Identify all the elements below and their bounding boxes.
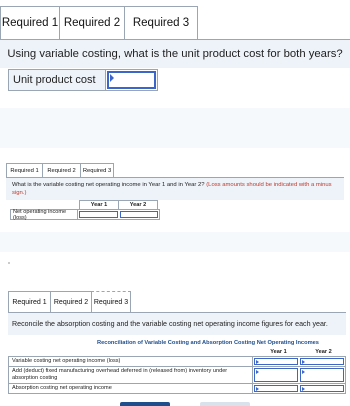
tab-required-2[interactable]: Required 2: [50, 291, 92, 313]
bullet-dot: [8, 262, 10, 264]
tab-required-2[interactable]: Required 2: [42, 163, 81, 178]
year-1-input[interactable]: [254, 358, 298, 365]
tab-required-2[interactable]: Required 2: [59, 6, 125, 40]
bottom-nav: [90, 402, 270, 406]
next-button[interactable]: [200, 402, 250, 406]
col-year-2: Year 2: [315, 348, 332, 355]
year-1-input[interactable]: [254, 385, 298, 392]
question-text: Reconcile the absorption costing and the variable costing net operating income figures for each year.: [8, 313, 346, 335]
tab-required-1[interactable]: Required 1: [8, 291, 51, 313]
background-band: [0, 232, 350, 252]
tab-required-3[interactable]: Required 3: [91, 291, 131, 313]
year-2-input[interactable]: [300, 358, 344, 365]
table-row: [10, 209, 160, 220]
prev-button[interactable]: [120, 402, 170, 406]
year-2-input[interactable]: [300, 385, 344, 392]
tab-required-3[interactable]: Required 3: [124, 6, 198, 40]
row-label: Absorption costing net operating income: [9, 384, 253, 393]
year-1-input[interactable]: [79, 211, 117, 218]
tab-required-1[interactable]: Required 1: [0, 6, 60, 40]
row-label: Variable costing net operating income (loss): [9, 357, 253, 366]
row-label: Net operating income (loss): [11, 210, 78, 219]
row-label: Add (deduct) fixed manufacturing overhead deferred in (released from) inventory under absorption costing: [9, 367, 253, 383]
question-main: What is the variable costing net operating income in Year 1 and in Year 2?: [12, 182, 205, 188]
col-year-2: Year 2: [118, 200, 158, 209]
noi-table: [10, 200, 160, 220]
reconciliation-table: [8, 356, 346, 394]
table-row: [8, 367, 346, 384]
year-2-input[interactable]: [120, 211, 158, 218]
question-text: [6, 178, 344, 200]
table-title: Reconciliation of Variable Costing and Absorption Costing Net Operating Incomes: [97, 339, 319, 346]
tab-bar-3: [8, 291, 130, 313]
year-2-input[interactable]: [300, 368, 344, 382]
unit-cost-row: [8, 69, 158, 91]
table-row: [8, 356, 346, 367]
question-note: (Loss amounts should be indicated with a minus sign.): [12, 182, 332, 196]
tab-required-1[interactable]: Required 1: [6, 163, 43, 178]
question-text: Using variable costing, what is the unit product cost for both years?: [0, 40, 350, 68]
col-year-1: Year 1: [79, 200, 119, 209]
section-unit-cost: [0, 0, 350, 104]
table-row: [8, 384, 346, 394]
col-year-1: Year 1: [270, 348, 287, 355]
tab-bar-2: [6, 163, 113, 178]
background-band: [0, 108, 350, 148]
tab-bar-1: [0, 6, 197, 40]
year-1-input[interactable]: [254, 368, 298, 382]
tab-required-3[interactable]: Required 3: [80, 163, 114, 178]
unit-cost-label: Unit product cost: [9, 70, 106, 90]
unit-cost-input[interactable]: [107, 71, 156, 89]
